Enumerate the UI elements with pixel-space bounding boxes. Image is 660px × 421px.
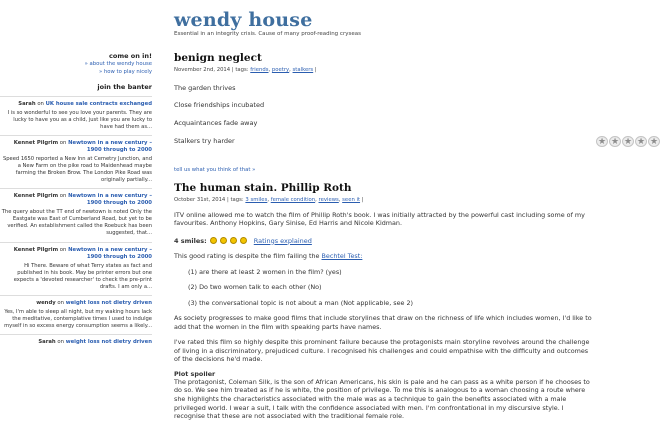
comment-author[interactable]: Sarah [38, 339, 56, 346]
divider [0, 242, 152, 243]
recent-comment [0, 140, 152, 184]
comment-on: on [59, 246, 67, 253]
smiles-rating [174, 237, 592, 245]
comment-excerpt: Hi There. Beware of what Terry states as fact and published in his book. May be printer errors but one expects a 'devoted researcher' to check the pre-print drafts. I am only a... [13, 262, 152, 290]
comment-excerpt: Speed 1650 reported a New Inn at Cemetry Junction, and a New Farm on the pike road to Maidenhead maybe farming the Broken Brow. The London Pike Road was originally partially... [2, 156, 152, 184]
comment-on: on [59, 139, 67, 146]
comment-on: on [57, 299, 64, 306]
divider [0, 96, 152, 97]
post-paragraph: As society progresses to make good films that include storylines that draw on the richness of life which includes women, I'd like to add that the women in the film with speaking parts have names. [174, 314, 592, 331]
comment-post-link[interactable]: weight loss not dietry driven [65, 339, 152, 346]
divider [0, 188, 152, 189]
comment-author[interactable]: Kennet Pilgrim [13, 139, 59, 146]
post-meta: October 31st, 2014 | tags: 3 smiles, female condition, reviews, seen it | [174, 196, 364, 203]
smiley-icon [220, 237, 227, 244]
comment-post-link[interactable]: Newtown in a new century – 1900 through to 2000 [68, 193, 152, 207]
tag-link[interactable]: reviews [318, 196, 339, 203]
how-to-play-link[interactable]: » how to play nicely [98, 69, 152, 76]
post-meta: November 2nd, 2014 | tags: friends, poetry, stalkers | [174, 66, 317, 73]
bechtel-test-link[interactable]: Bechtel Test: [321, 251, 363, 260]
poem-line: Acquaintances fade away [174, 119, 258, 128]
divider [0, 295, 152, 296]
recent-comment [0, 300, 152, 330]
site-tagline: Essential in an integrity crisis. Cause of many proof-reading cryseas [174, 31, 361, 37]
smiley-icon [240, 237, 247, 244]
tags-end: | [314, 66, 317, 73]
recent-comment [0, 339, 152, 346]
bechtel-item: (1) are there at least 2 women in the film? (yes) [188, 267, 342, 276]
comment-author[interactable]: wendy [36, 299, 56, 306]
tag-link[interactable]: friends [250, 66, 269, 73]
poem-line: The garden thrives [174, 83, 236, 92]
poem-line: Close friendships incubated [174, 101, 265, 110]
ratings-explained-link[interactable]: Ratings explained [253, 236, 312, 245]
comment-on: on [37, 100, 44, 107]
comment-excerpt: Yes, I'm able to sleep all night, but my waking hours lack the meditative, contemplative times I used to indulge myself in so excess energy consumption seems a likely... [4, 308, 152, 330]
star-icon[interactable]: ★ [610, 137, 620, 147]
comment-author[interactable]: Sarah [18, 100, 36, 107]
about-link[interactable]: » about the wendy house [84, 61, 152, 68]
post-paragraph: The protagonist, Coleman Silk, is the son of African Americans, his skin is pale and he can pass as a white person if he chooses to do so. We see him treated as if he is white, the position of privilege. To me this is analogous to a woman choosing a route where she highlights the characteristics associated with the male was as a technique to gain the benefits associated with a male privileged world. I wear a suit, I talk with the confidence associated with men. I'm confrontational in my discursive style. I recognise that these are not associated with the traditional female role. [174, 377, 590, 421]
comment-post-link[interactable]: Newtown in a new century – 1900 through to 2000 [68, 139, 152, 153]
site-title[interactable]: wendy house [174, 9, 313, 31]
comment-post-link[interactable]: UK house sale contracts exchanged [45, 100, 152, 107]
bechtel-item: (2) Do two women talk to each other (No) [188, 283, 322, 292]
smiley-icon [210, 237, 217, 244]
star-icon[interactable]: ★ [597, 137, 607, 147]
comment-excerpt: I is so wonderful to see you love your parents. They are lucky to have you as a child, just like you are lucky to have had them as... [7, 109, 152, 130]
tags-end: | [361, 196, 364, 203]
divider [0, 334, 152, 335]
post-title[interactable]: The human stain. Phillip Roth [174, 182, 352, 194]
star-icon[interactable]: ★ [623, 137, 633, 147]
tag-link[interactable]: 3 smiles [245, 196, 268, 203]
tag-link[interactable]: stalkers [292, 66, 314, 73]
join-banter-heading: join the banter [97, 83, 152, 92]
recent-comment [0, 193, 152, 237]
comment-on: on [59, 193, 67, 200]
bechtel-item: (3) the conversational topic is not about a man (Not applicable, see 2) [188, 298, 414, 307]
post-paragraph [174, 211, 592, 228]
come-on-in-heading: come on in! [109, 52, 152, 60]
post [174, 182, 592, 421]
smiley-icon [230, 237, 237, 244]
comment-link[interactable]: tell us what you think of that » [174, 167, 256, 173]
post-title[interactable]: benign neglect [174, 52, 262, 64]
main-content [174, 52, 659, 421]
recent-comment [0, 101, 152, 131]
comment-author[interactable]: Kennet Pilgrim [13, 193, 59, 200]
tags-label: | tags: [231, 66, 249, 73]
tag-link[interactable]: female condition [270, 196, 316, 203]
comment-post-link[interactable]: weight loss not dietry driven [65, 299, 152, 306]
tags-label: | tags: [227, 196, 244, 203]
post-paragraph: I've rated this film so highly despite this prominent failure because the protagonists main storyline revolves around the challenge of living in a discriminatory, prejudiced culture. I recognised his challenges and could empathise with the difficulty and outcomes of the decisions he'd made. [174, 338, 590, 364]
intro-text: ITV online allowed me to watch the film of Phillip Roth's book. I was initially attracted by the powerful cast including some of my favourites. Anthony Hopkins, Gary Sinise, Ed Harris and Nicole Kidman. [174, 210, 585, 228]
post-date: November 2nd, 2014 [174, 66, 231, 73]
comment-author[interactable]: Kennet Pilgrim [13, 246, 59, 253]
recent-comment [0, 247, 152, 291]
divider [0, 135, 152, 136]
post-date: October 31st, 2014 [174, 196, 226, 203]
plot-spoiler-heading: Plot spoiler [174, 369, 216, 378]
comment-post-link[interactable]: Newtown in a new century – 1900 through to 2000 [68, 246, 152, 260]
smiles-label: 4 smiles: [174, 236, 207, 245]
tag-link[interactable]: seen it [342, 196, 361, 203]
star-rating[interactable] [596, 136, 660, 147]
star-icon[interactable]: ★ [649, 137, 659, 147]
bechtel-intro: This good rating is despite the film failing the [174, 251, 320, 260]
comment-on: on [57, 339, 64, 346]
star-icon[interactable]: ★ [636, 137, 646, 147]
tag-link[interactable]: poetry [271, 66, 290, 73]
post-paragraph [174, 252, 592, 261]
sidebar [0, 52, 152, 346]
comment-excerpt: The query about the TT end of newtown is noted Only the Eastgate was East of Cumberland Road, but yet to be verified. An establishment called the Roebuck has been suggested, that... [1, 209, 152, 237]
poem-line: Stalkers try harder [174, 137, 235, 146]
